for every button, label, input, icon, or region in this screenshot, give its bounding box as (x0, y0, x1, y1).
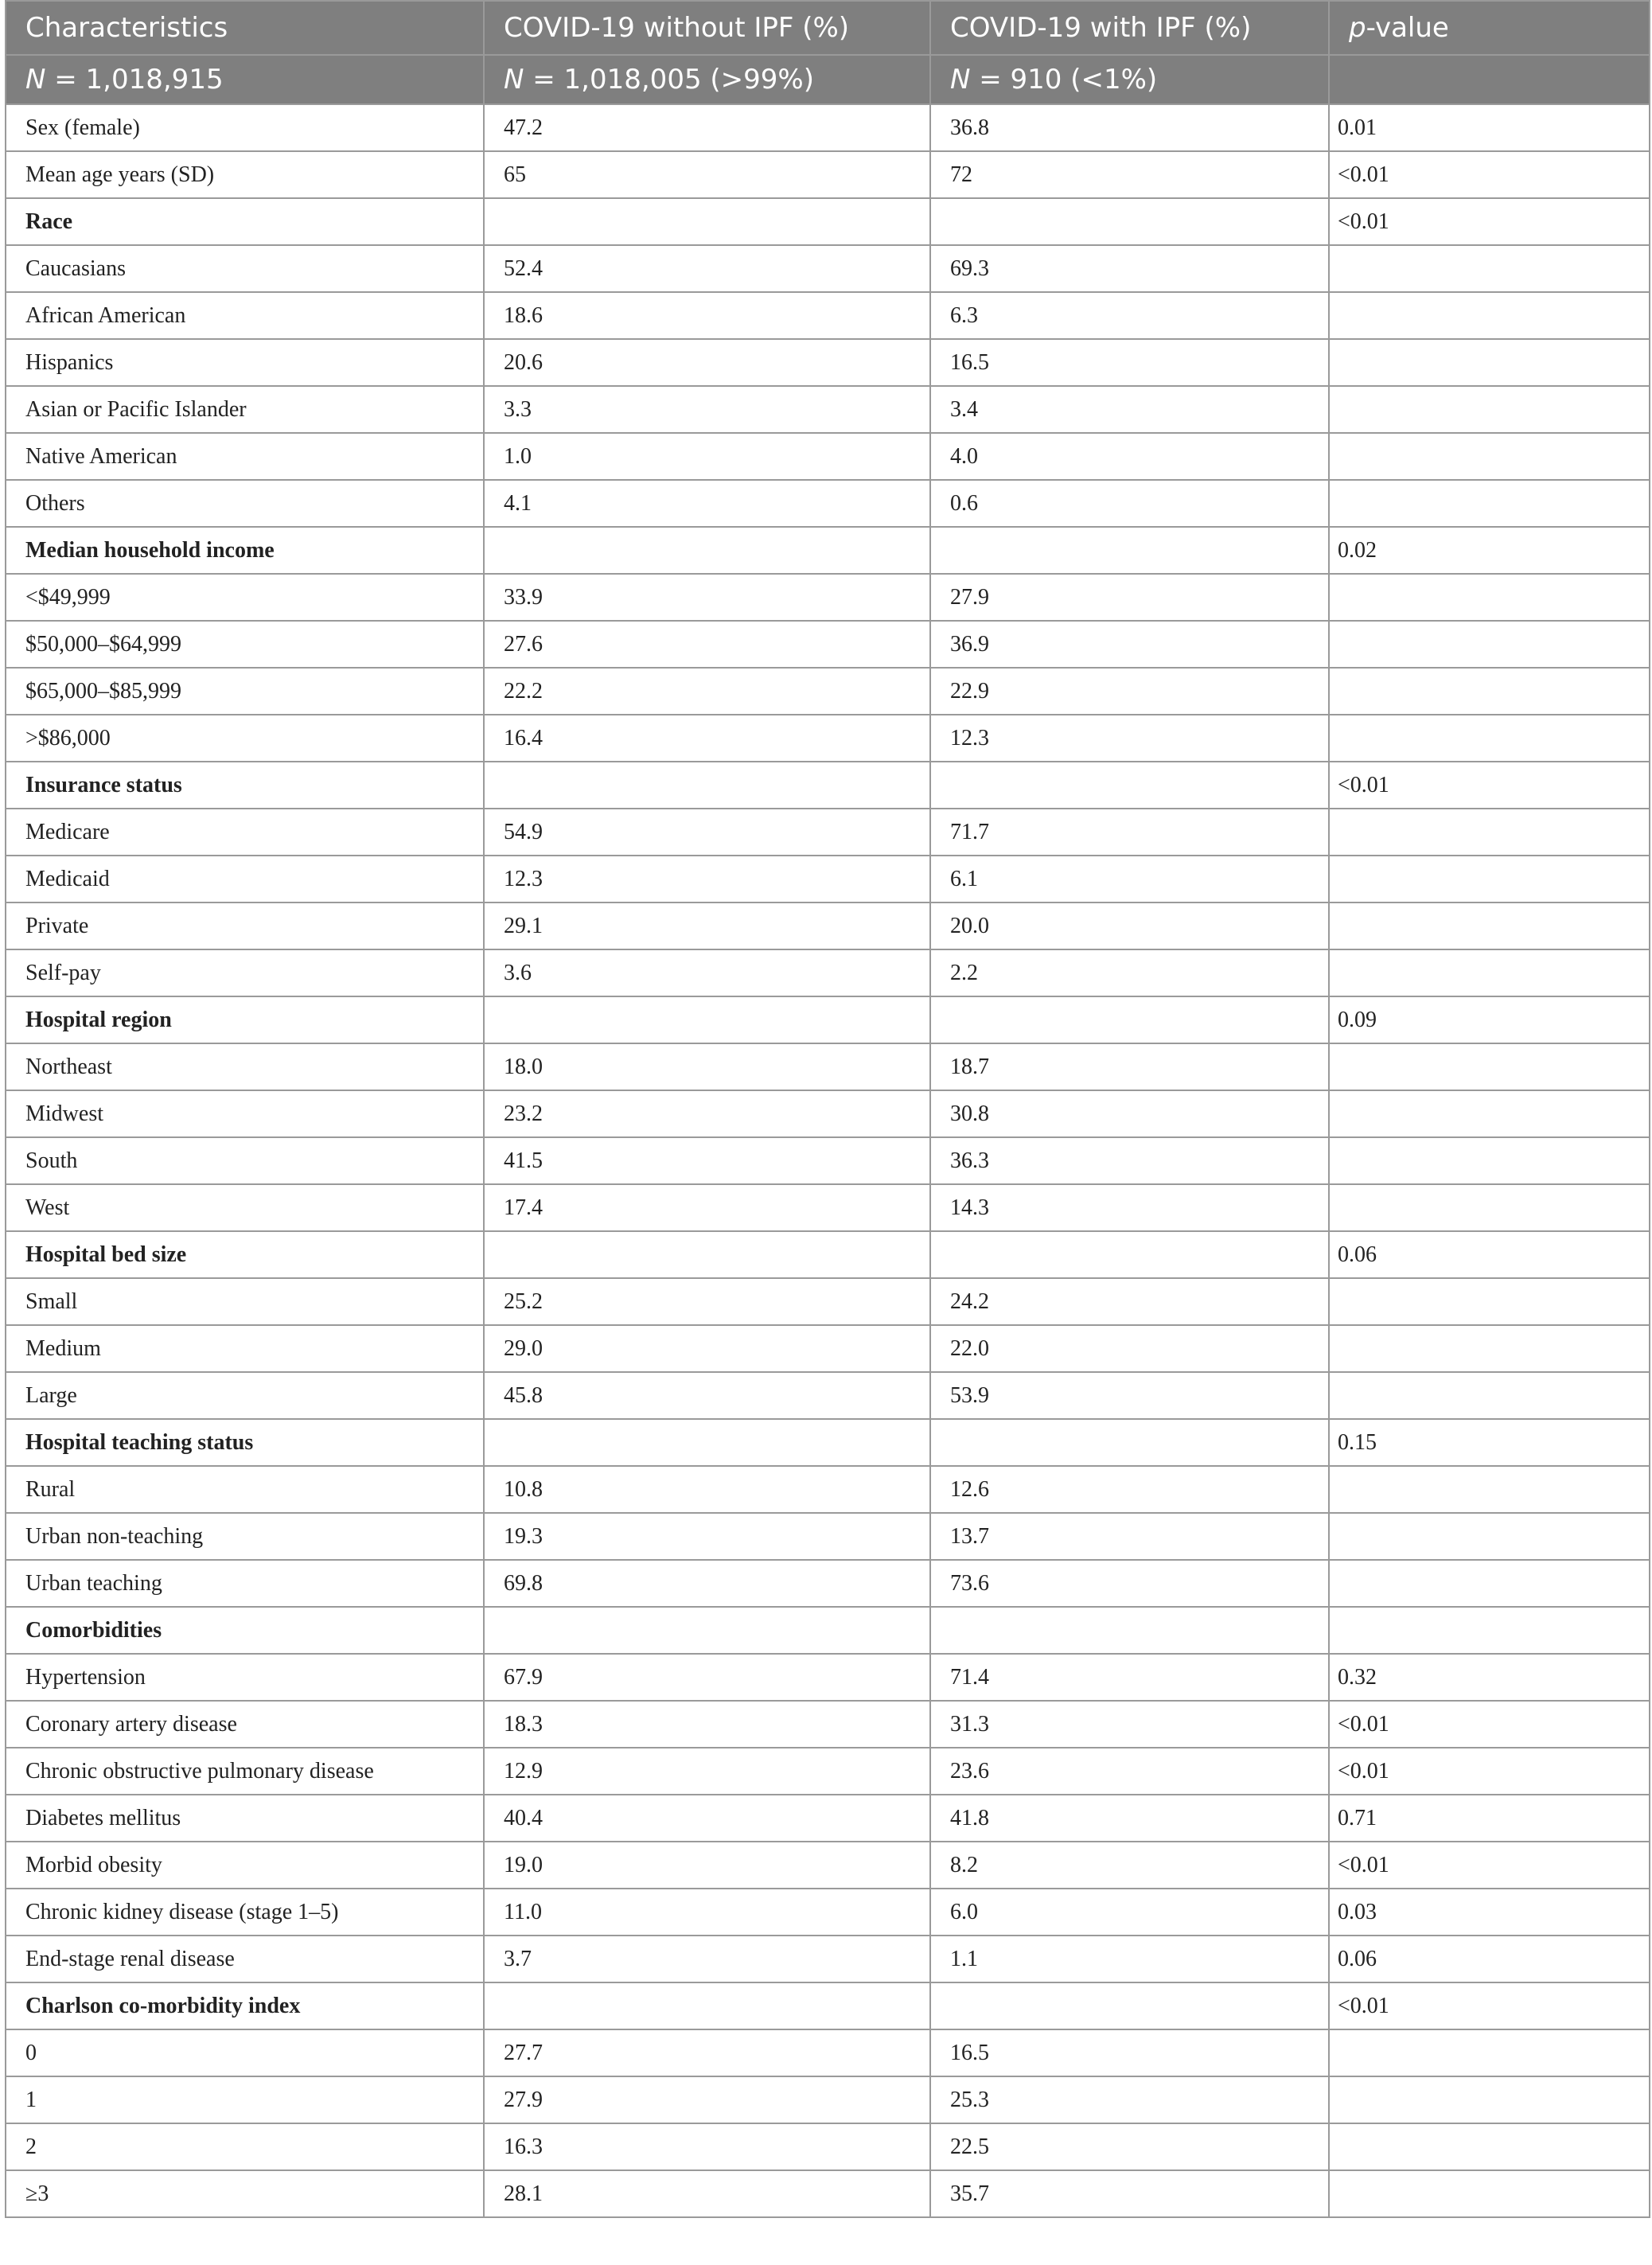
n-total-value: = 1,018,915 (45, 64, 224, 96)
value-with-ipf (930, 1231, 1329, 1278)
p-value (1329, 2076, 1650, 2123)
value-without-ipf: 41.5 (484, 1137, 930, 1184)
p-value (1329, 809, 1650, 856)
p-value (1329, 2170, 1650, 2217)
row-label: Diabetes mellitus (6, 1795, 484, 1842)
p-value (1329, 1184, 1650, 1231)
table-section-row (6, 1231, 1650, 1278)
row-label: Hispanics (6, 339, 484, 386)
table-section-row (6, 996, 1650, 1043)
row-label: Urban teaching (6, 1560, 484, 1607)
p-value (1329, 621, 1650, 668)
table-row (6, 1090, 1650, 1137)
table-row (6, 433, 1650, 480)
table-row (6, 1372, 1650, 1419)
table-row (6, 949, 1650, 996)
value-without-ipf: 45.8 (484, 1372, 930, 1419)
p-value (1329, 574, 1650, 621)
table-row (6, 902, 1650, 949)
n-symbol: N (950, 64, 971, 96)
characteristics-table (5, 0, 1650, 2218)
value-with-ipf: 8.2 (930, 1842, 1329, 1889)
table-header (6, 1, 1650, 104)
value-with-ipf: 1.1 (930, 1936, 1329, 1982)
value-with-ipf: 71.4 (930, 1654, 1329, 1701)
table-row (6, 2076, 1650, 2123)
row-label: >$86,000 (6, 715, 484, 762)
p-value (1329, 1137, 1650, 1184)
n-symbol: N (25, 64, 46, 96)
table-row (6, 1278, 1650, 1325)
row-label: <$49,999 (6, 574, 484, 621)
value-with-ipf: 24.2 (930, 1278, 1329, 1325)
value-without-ipf: 67.9 (484, 1654, 930, 1701)
value-without-ipf: 19.3 (484, 1513, 930, 1560)
table-row (6, 2029, 1650, 2076)
row-label: Coronary artery disease (6, 1701, 484, 1748)
value-with-ipf: 16.5 (930, 339, 1329, 386)
p-value (1329, 668, 1650, 715)
value-with-ipf: 14.3 (930, 1184, 1329, 1231)
table-row (6, 1325, 1650, 1372)
row-label: Small (6, 1278, 484, 1325)
p-value (1329, 1372, 1650, 1419)
table-row (6, 386, 1650, 433)
table-row (6, 1701, 1650, 1748)
value-with-ipf: 2.2 (930, 949, 1329, 996)
value-without-ipf: 27.6 (484, 621, 930, 668)
row-label: Median household income (6, 527, 484, 574)
row-label: Native American (6, 433, 484, 480)
n-without-ipf-value: = 1,018,005 (>99%) (524, 64, 814, 96)
row-label: $65,000–$85,999 (6, 668, 484, 715)
value-without-ipf: 22.2 (484, 668, 930, 715)
value-without-ipf: 17.4 (484, 1184, 930, 1231)
table-row (6, 1936, 1650, 1982)
value-without-ipf: 11.0 (484, 1889, 930, 1936)
table-row (6, 1466, 1650, 1513)
value-with-ipf: 27.9 (930, 574, 1329, 621)
row-label: West (6, 1184, 484, 1231)
row-label: Mean age years (SD) (6, 151, 484, 198)
p-value: 0.32 (1329, 1654, 1650, 1701)
row-label: African American (6, 292, 484, 339)
value-with-ipf: 41.8 (930, 1795, 1329, 1842)
p-value: 0.15 (1329, 1419, 1650, 1466)
p-value (1329, 433, 1650, 480)
value-without-ipf: 10.8 (484, 1466, 930, 1513)
column-header-without-ipf: COVID-19 without IPF (%) (484, 1, 930, 55)
p-value: 0.09 (1329, 996, 1650, 1043)
table-row (6, 2123, 1650, 2170)
p-value: 0.06 (1329, 1936, 1650, 1982)
value-without-ipf (484, 1419, 930, 1466)
row-label: Chronic obstructive pulmonary disease (6, 1748, 484, 1795)
value-with-ipf: 16.5 (930, 2029, 1329, 2076)
row-label: Hospital region (6, 996, 484, 1043)
p-value (1329, 1560, 1650, 1607)
value-with-ipf: 36.8 (930, 104, 1329, 151)
row-label: Charlson co-morbidity index (6, 1982, 484, 2029)
value-with-ipf: 20.0 (930, 902, 1329, 949)
value-without-ipf (484, 996, 930, 1043)
table-row (6, 1184, 1650, 1231)
table-row (6, 1842, 1650, 1889)
value-with-ipf: 22.5 (930, 2123, 1329, 2170)
value-without-ipf: 33.9 (484, 574, 930, 621)
value-with-ipf: 69.3 (930, 245, 1329, 292)
row-label: Northeast (6, 1043, 484, 1090)
value-without-ipf: 18.6 (484, 292, 930, 339)
value-without-ipf: 18.3 (484, 1701, 930, 1748)
table-section-row (6, 1419, 1650, 1466)
p-value: 0.02 (1329, 527, 1650, 574)
row-label: Comorbidities (6, 1607, 484, 1654)
value-with-ipf: 36.9 (930, 621, 1329, 668)
row-label: 2 (6, 2123, 484, 2170)
value-without-ipf: 16.4 (484, 715, 930, 762)
table-row (6, 1889, 1650, 1936)
p-value (1329, 292, 1650, 339)
p-value (1329, 339, 1650, 386)
value-with-ipf: 23.6 (930, 1748, 1329, 1795)
column-header-with-ipf: COVID-19 with IPF (%) (930, 1, 1329, 55)
value-with-ipf: 0.6 (930, 480, 1329, 527)
value-with-ipf: 72 (930, 151, 1329, 198)
value-without-ipf: 12.3 (484, 856, 930, 902)
value-without-ipf: 27.9 (484, 2076, 930, 2123)
value-with-ipf: 3.4 (930, 386, 1329, 433)
value-without-ipf: 27.7 (484, 2029, 930, 2076)
table-row (6, 1137, 1650, 1184)
row-label: Chronic kidney disease (stage 1–5) (6, 1889, 484, 1936)
table-row (6, 1513, 1650, 1560)
column-header-p-value (1329, 1, 1650, 55)
p-value (1329, 1607, 1650, 1654)
value-without-ipf: 52.4 (484, 245, 930, 292)
value-with-ipf: 22.9 (930, 668, 1329, 715)
row-label: Private (6, 902, 484, 949)
table-row (6, 668, 1650, 715)
p-value (1329, 1466, 1650, 1513)
n-p-blank (1329, 55, 1650, 104)
value-with-ipf (930, 1607, 1329, 1654)
p-value (1329, 949, 1650, 996)
value-with-ipf: 6.1 (930, 856, 1329, 902)
value-without-ipf (484, 1231, 930, 1278)
p-value (1329, 715, 1650, 762)
table-row (6, 480, 1650, 527)
column-header-characteristics: Characteristics (6, 1, 484, 55)
value-without-ipf: 3.6 (484, 949, 930, 996)
value-without-ipf: 47.2 (484, 104, 930, 151)
value-without-ipf: 18.0 (484, 1043, 930, 1090)
value-with-ipf: 30.8 (930, 1090, 1329, 1137)
value-with-ipf: 4.0 (930, 433, 1329, 480)
row-label: Sex (female) (6, 104, 484, 151)
table-section-row (6, 762, 1650, 809)
value-with-ipf: 25.3 (930, 2076, 1329, 2123)
value-without-ipf: 28.1 (484, 2170, 930, 2217)
p-value (1329, 2029, 1650, 2076)
table-row (6, 856, 1650, 902)
value-without-ipf (484, 1982, 930, 2029)
value-without-ipf: 25.2 (484, 1278, 930, 1325)
p-value: <0.01 (1329, 1982, 1650, 2029)
value-without-ipf: 16.3 (484, 2123, 930, 2170)
p-value (1329, 480, 1650, 527)
table-row (6, 245, 1650, 292)
value-with-ipf: 12.3 (930, 715, 1329, 762)
table-row (6, 1654, 1650, 1701)
row-label: Hypertension (6, 1654, 484, 1701)
row-label: Others (6, 480, 484, 527)
p-value (1329, 1090, 1650, 1137)
row-label: Medicare (6, 809, 484, 856)
value-with-ipf: 6.3 (930, 292, 1329, 339)
table-row (6, 2170, 1650, 2217)
p-value: 0.03 (1329, 1889, 1650, 1936)
value-without-ipf: 3.3 (484, 386, 930, 433)
table-section-row (6, 527, 1650, 574)
table-section-row (6, 1607, 1650, 1654)
p-value-suffix: -value (1366, 12, 1449, 44)
table-row (6, 1043, 1650, 1090)
value-without-ipf: 23.2 (484, 1090, 930, 1137)
value-with-ipf (930, 996, 1329, 1043)
row-label: End-stage renal disease (6, 1936, 484, 1982)
row-label: Hospital bed size (6, 1231, 484, 1278)
value-with-ipf: 31.3 (930, 1701, 1329, 1748)
table-row (6, 715, 1650, 762)
row-label: Midwest (6, 1090, 484, 1137)
p-value: <0.01 (1329, 762, 1650, 809)
p-value: <0.01 (1329, 1748, 1650, 1795)
value-without-ipf (484, 1607, 930, 1654)
p-value (1329, 1278, 1650, 1325)
value-with-ipf: 18.7 (930, 1043, 1329, 1090)
p-value (1329, 2123, 1650, 2170)
row-label: Medicaid (6, 856, 484, 902)
value-with-ipf: 35.7 (930, 2170, 1329, 2217)
value-with-ipf: 22.0 (930, 1325, 1329, 1372)
table-row (6, 104, 1650, 151)
p-value: 0.01 (1329, 104, 1650, 151)
p-value: <0.01 (1329, 198, 1650, 245)
row-label: Rural (6, 1466, 484, 1513)
table-row (6, 809, 1650, 856)
value-without-ipf: 20.6 (484, 339, 930, 386)
p-value (1329, 1513, 1650, 1560)
p-value: 0.06 (1329, 1231, 1650, 1278)
p-value (1329, 856, 1650, 902)
header-row (6, 1, 1650, 55)
table-row (6, 151, 1650, 198)
p-value: <0.01 (1329, 1701, 1650, 1748)
n-with-ipf-value: = 910 (<1%) (970, 64, 1158, 96)
n-with-ipf (930, 55, 1329, 104)
table-row (6, 1560, 1650, 1607)
value-with-ipf: 6.0 (930, 1889, 1329, 1936)
p-value (1329, 386, 1650, 433)
value-without-ipf: 65 (484, 151, 930, 198)
p-value (1329, 1325, 1650, 1372)
value-without-ipf: 19.0 (484, 1842, 930, 1889)
p-value: <0.01 (1329, 1842, 1650, 1889)
row-label: Self-pay (6, 949, 484, 996)
value-without-ipf: 29.0 (484, 1325, 930, 1372)
value-without-ipf: 54.9 (484, 809, 930, 856)
value-without-ipf (484, 198, 930, 245)
value-without-ipf: 12.9 (484, 1748, 930, 1795)
table-row (6, 621, 1650, 668)
row-label: Insurance status (6, 762, 484, 809)
row-label: 1 (6, 2076, 484, 2123)
value-with-ipf (930, 1982, 1329, 2029)
n-row (6, 55, 1650, 104)
value-with-ipf: 73.6 (930, 1560, 1329, 1607)
value-without-ipf (484, 527, 930, 574)
row-label: Asian or Pacific Islander (6, 386, 484, 433)
value-with-ipf: 71.7 (930, 809, 1329, 856)
value-with-ipf: 13.7 (930, 1513, 1329, 1560)
table-row (6, 574, 1650, 621)
value-without-ipf (484, 762, 930, 809)
table-body (6, 104, 1650, 2217)
value-with-ipf (930, 198, 1329, 245)
p-value (1329, 1043, 1650, 1090)
row-label: Hospital teaching status (6, 1419, 484, 1466)
n-total (6, 55, 484, 104)
value-without-ipf: 69.8 (484, 1560, 930, 1607)
table-section-row (6, 198, 1650, 245)
value-with-ipf (930, 1419, 1329, 1466)
row-label: 0 (6, 2029, 484, 2076)
row-label: Urban non-teaching (6, 1513, 484, 1560)
table-row (6, 292, 1650, 339)
n-symbol: N (504, 64, 524, 96)
table-row (6, 1795, 1650, 1842)
row-label: Morbid obesity (6, 1842, 484, 1889)
row-label: Caucasians (6, 245, 484, 292)
value-with-ipf: 36.3 (930, 1137, 1329, 1184)
p-value (1329, 902, 1650, 949)
table-row (6, 339, 1650, 386)
p-value (1329, 245, 1650, 292)
value-without-ipf: 1.0 (484, 433, 930, 480)
row-label: South (6, 1137, 484, 1184)
value-with-ipf (930, 527, 1329, 574)
n-without-ipf (484, 55, 930, 104)
row-label: Race (6, 198, 484, 245)
p-value: 0.71 (1329, 1795, 1650, 1842)
value-without-ipf: 40.4 (484, 1795, 930, 1842)
value-without-ipf: 29.1 (484, 902, 930, 949)
value-without-ipf: 4.1 (484, 480, 930, 527)
p-value: <0.01 (1329, 151, 1650, 198)
p-italic: p (1349, 12, 1366, 44)
table-row (6, 1748, 1650, 1795)
value-with-ipf (930, 762, 1329, 809)
value-without-ipf: 3.7 (484, 1936, 930, 1982)
row-label: Medium (6, 1325, 484, 1372)
row-label: $50,000–$64,999 (6, 621, 484, 668)
table-section-row (6, 1982, 1650, 2029)
value-with-ipf: 53.9 (930, 1372, 1329, 1419)
row-label: Large (6, 1372, 484, 1419)
value-with-ipf: 12.6 (930, 1466, 1329, 1513)
row-label: ≥3 (6, 2170, 484, 2217)
